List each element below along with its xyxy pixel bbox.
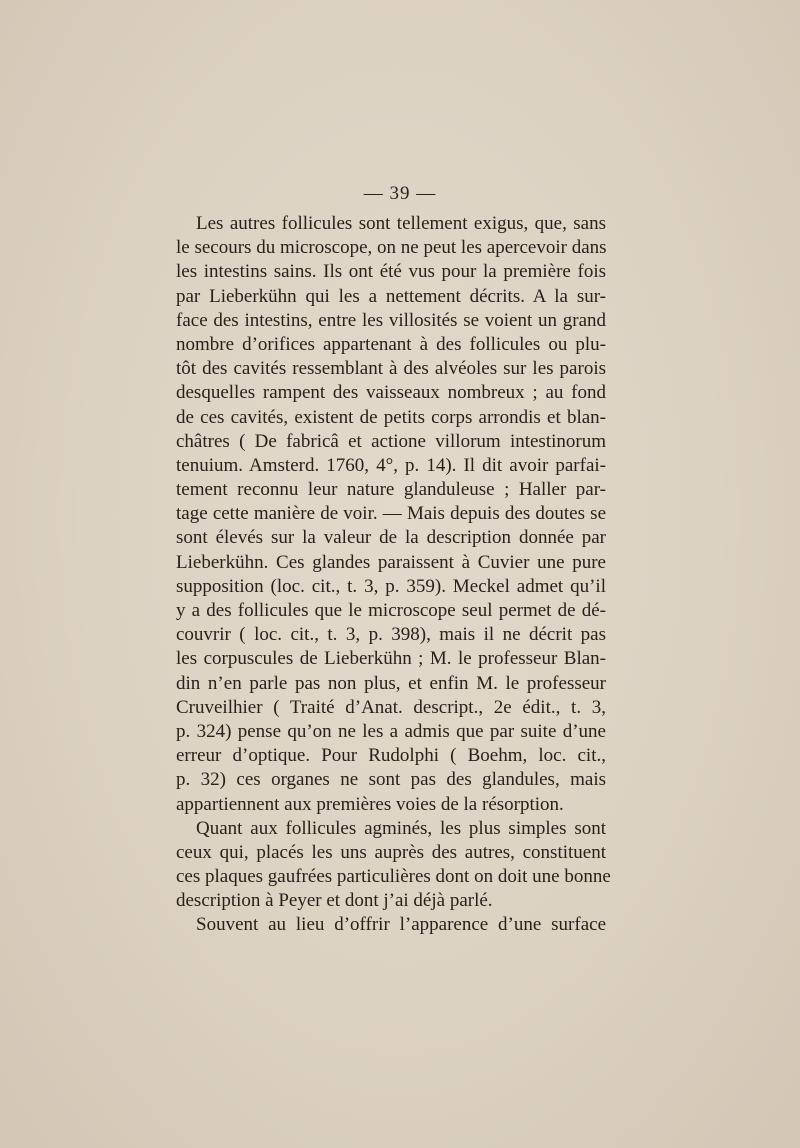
text-line: châtres ( De fabricâ et actione villorum intestinorum xyxy=(176,430,606,452)
page-number: — 39 — xyxy=(363,183,437,204)
text-line: sont élevés sur la valeur de la description donnée par xyxy=(176,527,606,549)
text-line: appartiennent aux premières voies de la résorption. xyxy=(176,793,564,815)
text-line: p. 32) ces organes ne sont pas des glandules, mais xyxy=(176,769,606,791)
text-line: Cruveilhier ( Traité d’Anat. descript., 2e édit., t. 3, xyxy=(176,696,606,718)
text-line: tôt des cavités ressemblant à des alvéoles sur les parois xyxy=(176,358,606,380)
text-line: ces plaques gaufrées particulières dont on doit une bonne xyxy=(176,866,611,888)
body-text xyxy=(176,212,611,938)
text-line: le secours du microscope, on ne peut les apercevoir dans xyxy=(176,237,607,259)
text-line: tage cette manière de voir. — Mais depuis des doutes se xyxy=(176,503,606,525)
text-line: ceux qui, placés les uns auprès des autres, constituent xyxy=(176,841,606,863)
text-line: face des intestins, entre les villosités se voient un grand xyxy=(176,309,606,331)
text-line: tenuium. Amsterd. 1760, 4°, p. 14). Il dit avoir parfai- xyxy=(176,454,606,476)
text-line: y a des follicules que le microscope seul permet de dé- xyxy=(176,600,606,621)
text-line: par Lieberkühn qui les a nettement décrits. A la sur- xyxy=(176,285,606,307)
text-line: tement reconnu leur nature glanduleuse ; Haller par- xyxy=(176,479,606,501)
text-line: supposition (loc. cit., t. 3, p. 359). Meckel admet qu’il xyxy=(176,575,606,597)
text-line: Les autres follicules sont tellement exigus, que, sans xyxy=(196,213,606,234)
text-line: desquelles rampent des vaisseaux nombreux ; au fond xyxy=(176,382,606,404)
text-line: de ces cavités, existent de petits corps arrondis et blan- xyxy=(176,406,606,428)
text-line: description à Peyer et dont j’ai déjà parlé. xyxy=(176,890,493,912)
text-line: les corpuscules de Lieberkühn ; M. le professeur Blan- xyxy=(176,648,606,670)
text-line: p. 324) pense qu’on ne les a admis que par suite d’une xyxy=(176,720,606,742)
text-line: din n’en parle pas non plus, et enfin M. le professeur xyxy=(176,672,606,694)
text-line: nombre d’orifices appartenant à des follicules ou plu- xyxy=(176,333,606,355)
text-line: Souvent au lieu d’offrir l’apparence d’une surface xyxy=(196,914,606,936)
text-line: les intestins sains. Ils ont été vus pour la première fois xyxy=(176,261,606,283)
text-line: couvrir ( loc. cit., t. 3, p. 398), mais il ne décrit pas xyxy=(176,624,606,646)
text-line: Lieberkühn. Ces glandes paraissent à Cuvier une pure xyxy=(176,551,606,573)
text-line: erreur d’optique. Pour Rudolphi ( Boehm, loc. cit., xyxy=(176,745,606,767)
text-line: Quant aux follicules agminés, les plus simples sont xyxy=(196,817,606,839)
